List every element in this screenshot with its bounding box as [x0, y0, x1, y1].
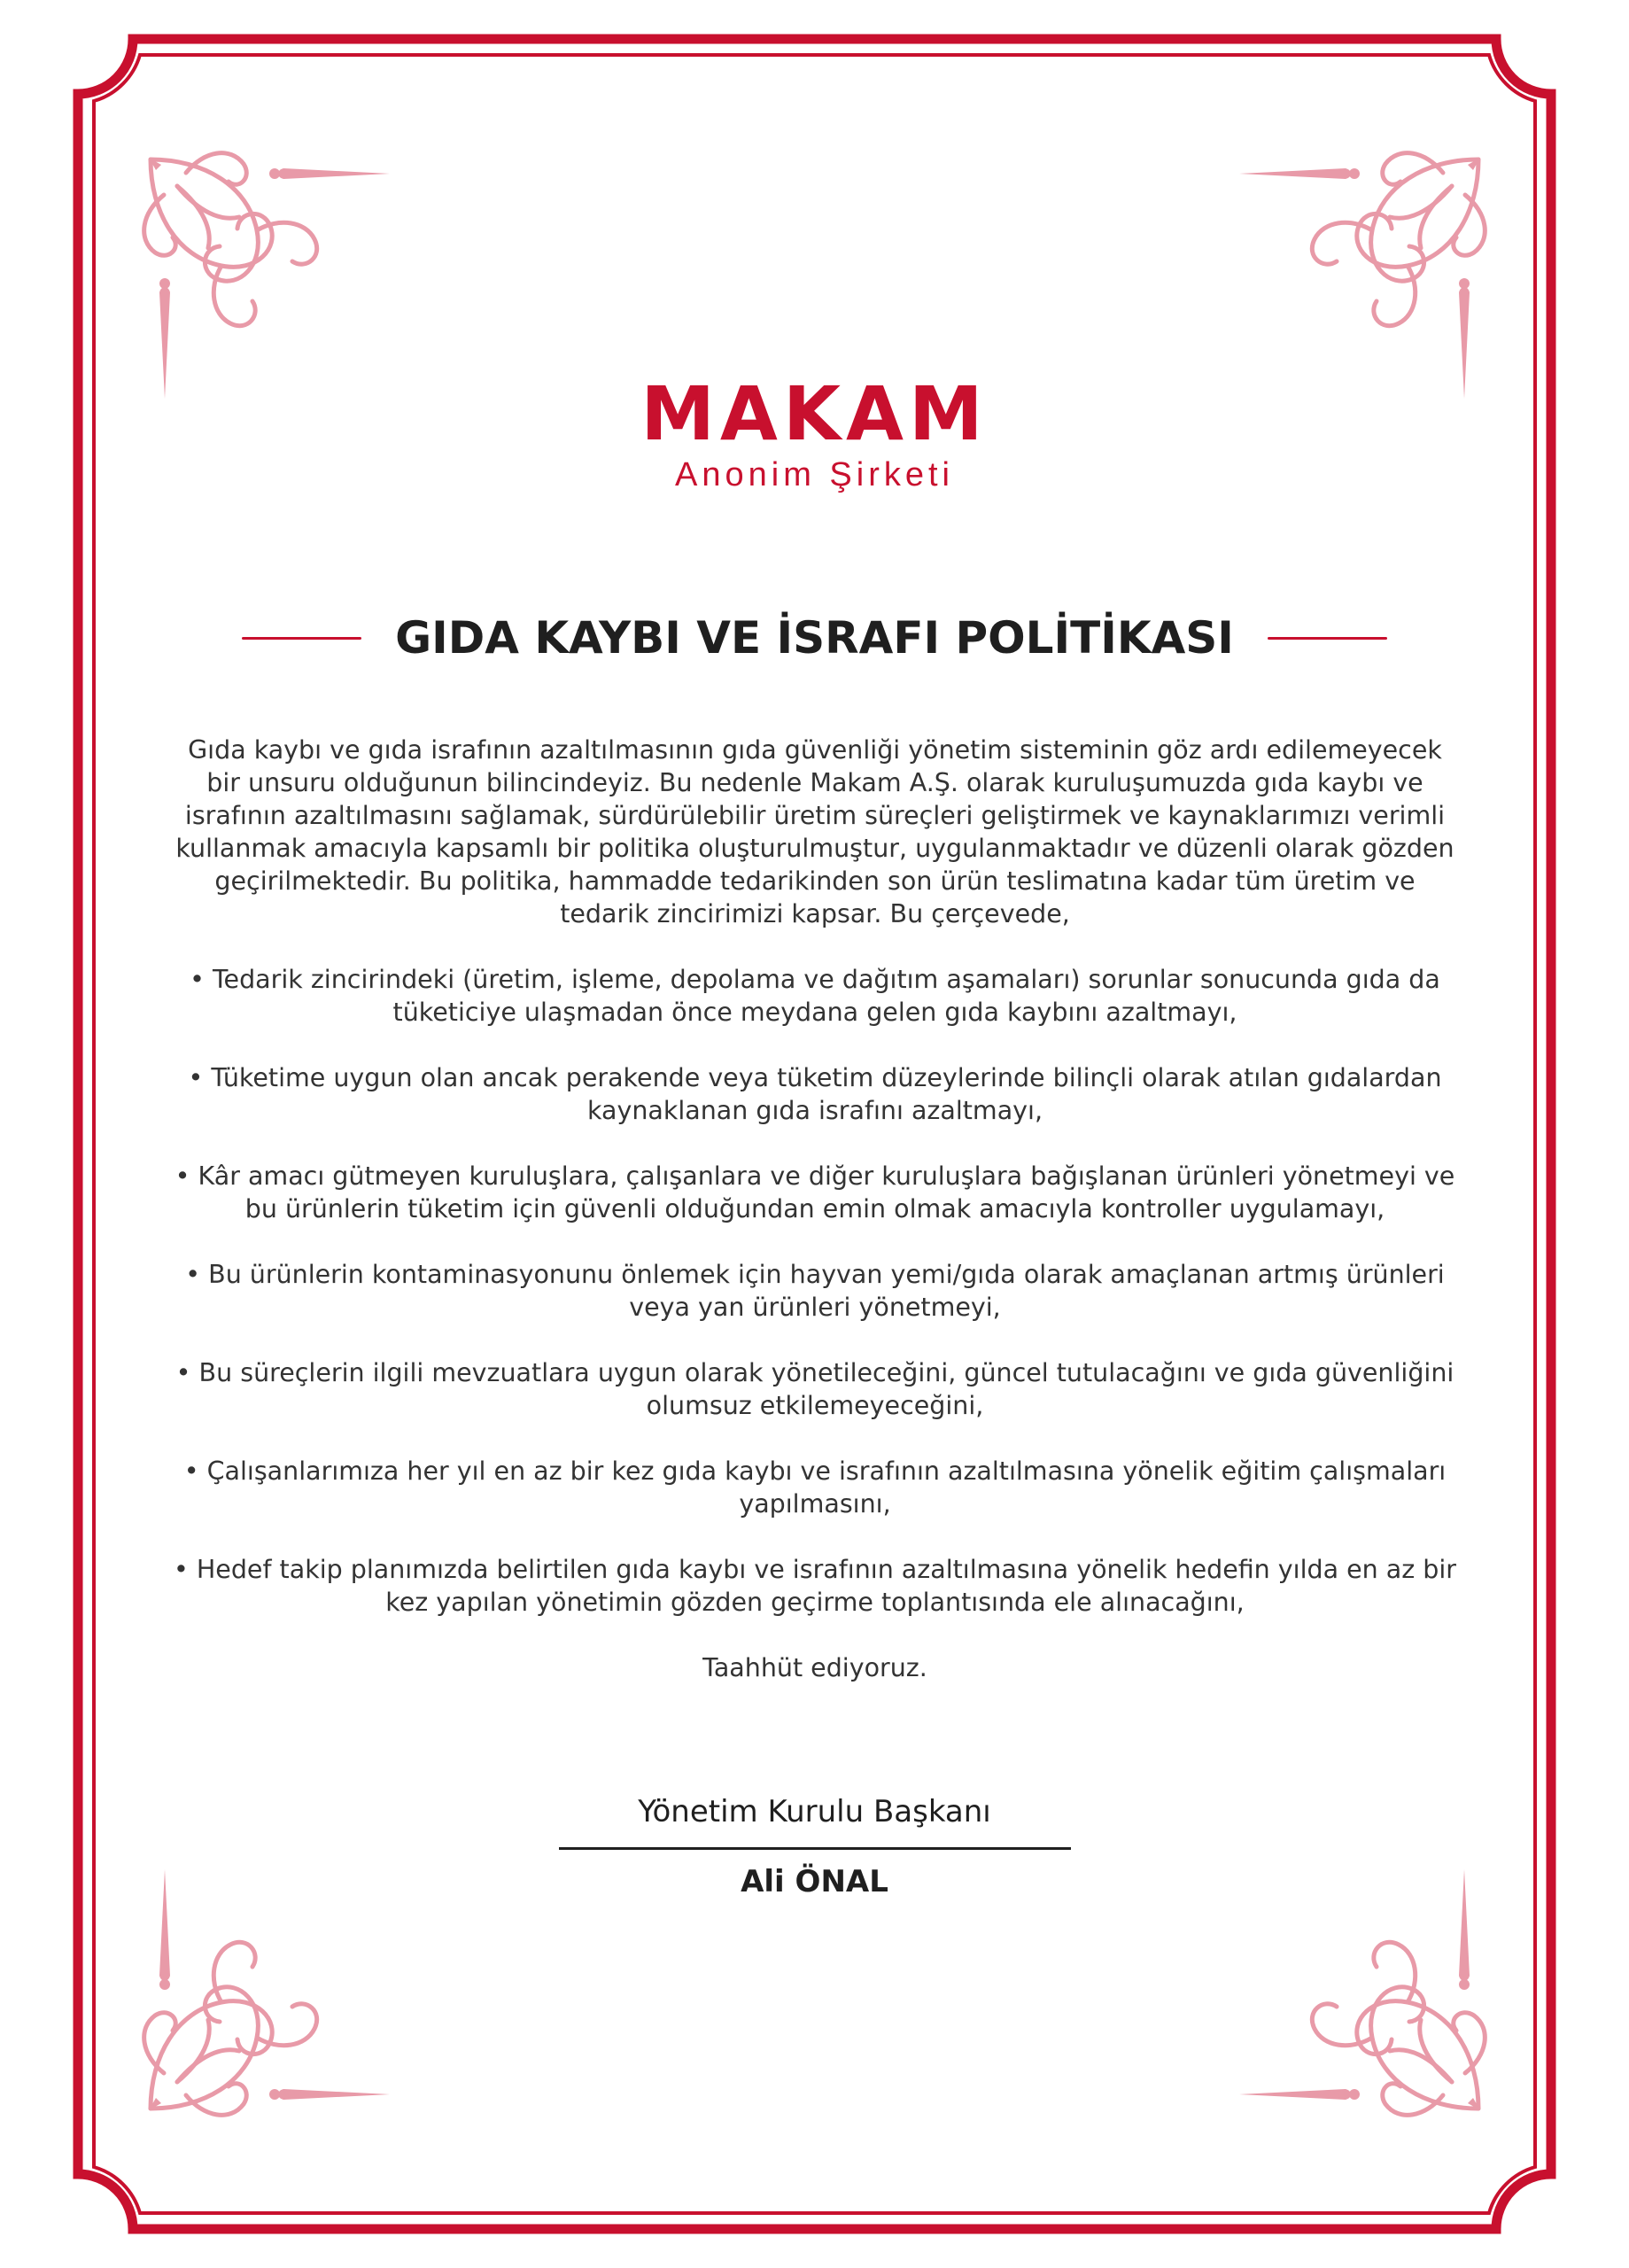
- policy-item: • Tüketime uygun olan ancak perakende veya tüketim düzeylerinde bilinçli olarak atılan gıdalardan kaynaklanan gıda israfını azaltmayı,: [188, 1063, 1442, 1125]
- policy-item: • Hedef takip planımızda belirtilen gıda kaybı ve israfının azaltılmasına yönelik hedefin yılda en az bir kez yapılan yönetimin gözden geçirme toplantısında ele alınacağını,: [174, 1555, 1456, 1617]
- policy-item: • Çalışanlarımıza her yıl en az bir kez gıda kaybı ve israfının azaltılmasına yönelik eğitim çalışmaları yapılmasını,: [183, 1456, 1447, 1518]
- signatory-role: Yönetim Kurulu Başkanı: [638, 1794, 991, 1829]
- corner-ornament-top-right: [1239, 133, 1505, 399]
- signature-line: [559, 1847, 1071, 1850]
- title-left-line: [242, 637, 361, 640]
- title-row: [0, 611, 1629, 664]
- policy-item: • Bu süreçlerin ilgili mevzuatlara uygun olarak yönetileceğini, güncel tutulacağını ve gıda güvenliğini olumsuz etkilemeyeceğini,: [175, 1358, 1454, 1420]
- page-title: GIDA KAYBI VE İSRAFI POLİTİKASI: [395, 612, 1234, 664]
- policy-item: • Bu ürünlerin kontaminasyonunu önlemek için hayvan yemi/gıda olarak amaçlanan artmış ürünleri veya yan ürünleri yönetmeyi,: [185, 1260, 1445, 1322]
- policy-item: • Kâr amacı gütmeyen kuruluşlara, çalışanlara ve diğer kuruluşlara bağışlanan ürünleri yönetmeyi ve bu ürünlerin tüketim için güvenli olduğundan emin olmak amacıyla kontroller uygulamayı,: [175, 1161, 1455, 1223]
- company-logo: [0, 370, 1629, 494]
- corner-ornament-bottom-left: [124, 1869, 390, 2135]
- policy-item: • Tedarik zincirindeki (üretim, işleme, depolama ve dağıtım aşamaları) sorunlar sonucunda gıda da tüketiciye ulaşmadan önce meydana gelen gıda kaybını azaltmayı,: [190, 965, 1440, 1027]
- logo-name: MAKAM: [640, 370, 989, 457]
- corner-ornament-bottom-right: [1239, 1869, 1505, 2135]
- intro-paragraph: Gıda kaybı ve gıda israfının azaltılmasının gıda güvenliği yönetim sisteminin göz ardı edilemeyecek bir unsuru olduğunun bilincindeyiz. Bu nedenle Makam A.Ş. olarak kuruluşumuzda gıda kaybı ve israfının azaltılmasını sağlamak, sürdürülebilir üretim süreçleri geliştirmek ve kaynaklarımızı verimli kullanmak amacıyla kapsamlı bir politika oluşturulmuştur, uygulanmaktadır ve düzenli olarak gözden geçirilmektedir. Bu politika, hammadde tedarikinden son ürün teslimatına kadar tüm üretim ve tedarik zincirimizi kapsar. Bu çerçevede,: [175, 735, 1454, 928]
- signature-block: [0, 1794, 1629, 1899]
- logo-subtitle: Anonim Şirketi: [675, 456, 954, 493]
- policy-body: [168, 734, 1462, 1717]
- corner-ornament-top-left: [124, 133, 390, 399]
- closing-statement: Taahhüt ediyoruz.: [702, 1653, 927, 1682]
- signatory-name: Ali ÖNAL: [741, 1864, 888, 1899]
- title-right-line: [1268, 637, 1387, 640]
